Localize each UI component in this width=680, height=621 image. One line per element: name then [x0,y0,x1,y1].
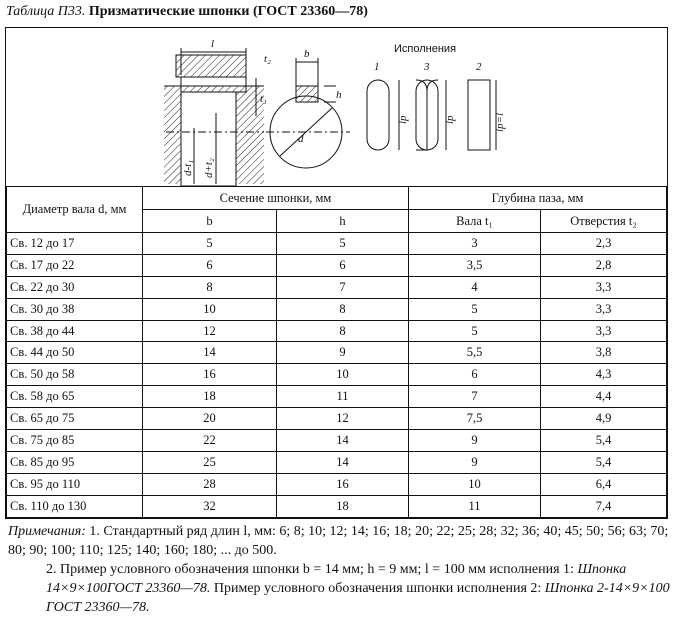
cell-h: 9 [277,342,409,364]
dim-lp-3: lp [444,115,456,124]
cell-b: 5 [143,233,277,255]
note-1-text: 1. Стандартный ряд длин l, мм: 6; 8; 10; 12; 14; 16; 18; 20; 22; 25; 28; 32; 36; 40; 45; 50; 56; 63; 70; 80; 90; 100; 110; 125; 140; 160; 180; ... до 500. [8,524,669,558]
note-2-text-c: Пример условного обозначения шпонки исполнения 2: [213,581,542,596]
cell-t1: 4 [409,276,541,298]
cell-t2: 3,8 [541,342,667,364]
cell-t1: 5,5 [409,342,541,364]
cell-b: 16 [143,364,277,386]
cell-b: 12 [143,320,277,342]
cell-diameter: Св. 65 до 75 [7,408,143,430]
cell-t2: 4,4 [541,386,667,408]
table-row [7,408,667,430]
cell-diameter: Св. 110 до 130 [7,495,143,517]
note-2-text-a: 2. Пример условного обозначения шпонки b = 14 мм; h = 9 мм; l = 100 мм исполнения 1: [46,562,574,577]
cell-diameter: Св. 58 до 65 [7,386,143,408]
dim-t2: t₂ [264,53,271,65]
header-section: Сечение шпонки, мм [143,187,409,210]
key-drawing [6,28,667,186]
cell-diameter: Св. 85 до 95 [7,451,143,473]
table-row [7,276,667,298]
cell-b: 20 [143,408,277,430]
cell-b: 18 [143,386,277,408]
cell-t1: 7 [409,386,541,408]
cell-t1: 6 [409,364,541,386]
cell-t1: 5 [409,298,541,320]
cell-t2: 7,4 [541,495,667,517]
table-row [7,233,667,255]
cell-diameter: Св. 50 до 58 [7,364,143,386]
notes [8,522,672,617]
dim-h: h [336,89,342,101]
cell-h: 14 [277,430,409,452]
cell-t2: 4,3 [541,364,667,386]
cell-t2: 3,3 [541,298,667,320]
cell-h: 18 [277,495,409,517]
cell-t1: 5 [409,320,541,342]
cell-h: 8 [277,320,409,342]
cell-h: 8 [277,298,409,320]
cell-h: 12 [277,408,409,430]
variant-shapes [367,80,496,150]
table-row [7,495,667,517]
variant-1-label: 1 [374,61,380,73]
cell-t2: 5,4 [541,451,667,473]
table-row [7,342,667,364]
cell-t1: 9 [409,430,541,452]
table-row [7,386,667,408]
cell-b: 6 [143,254,277,276]
table-frame [5,27,668,519]
cell-diameter: Св. 95 до 110 [7,473,143,495]
dim-lp-1: lp [397,115,409,124]
table-row [7,298,667,320]
cell-t2: 4,9 [541,408,667,430]
header-diameter: Диаметр вала d, мм [7,187,143,233]
variants-caption: Исполнения [394,43,457,55]
dim-t1: t₁ [260,93,267,105]
cell-diameter: Св. 22 до 30 [7,276,143,298]
cell-b: 25 [143,451,277,473]
header-depth: Глубина паза, мм [409,187,667,210]
cell-diameter: Св. 44 до 50 [7,342,143,364]
table-number: Таблица П33. [6,4,86,19]
table-row [7,451,667,473]
table-name: Призматические шпонки (ГОСТ 23360—78) [88,4,368,19]
cell-h: 16 [277,473,409,495]
dim-d-plus-t2: d+t₂ [203,158,215,178]
cell-h: 14 [277,451,409,473]
dim-d: d [298,133,304,145]
note-2-example-2: Шпонка 2-14×9×100 ГОСТ 23360—78. [46,581,670,615]
cell-diameter: Св. 30 до 38 [7,298,143,320]
cell-b: 8 [143,276,277,298]
dim-d-minus-t1: d-t₁ [182,159,194,176]
cell-t2: 3,3 [541,276,667,298]
cell-t2: 6,4 [541,473,667,495]
cell-b: 32 [143,495,277,517]
cell-t1: 10 [409,473,541,495]
cross-section [266,58,350,168]
cell-t2: 2,3 [541,233,667,255]
table-row [7,364,667,386]
note-2 [8,560,672,617]
cell-h: 11 [277,386,409,408]
header-shaft-depth: Вала t₁ [409,210,541,233]
note-1 [8,522,672,560]
table-row [7,473,667,495]
cell-h: 7 [277,276,409,298]
table-title [6,4,368,20]
cell-t1: 3,5 [409,254,541,276]
cell-t1: 7,5 [409,408,541,430]
header-b: b [143,210,277,233]
cell-diameter: Св. 17 до 22 [7,254,143,276]
cell-t2: 3,3 [541,320,667,342]
header-row-1 [7,187,667,210]
cell-t2: 2,8 [541,254,667,276]
cell-diameter: Св. 38 до 44 [7,320,143,342]
note-2-example-1: Шпонка 14×9×100ГОСТ 23360—78. [46,562,627,596]
header-hole-depth: Отверстия t₂ [541,210,667,233]
table-row [7,254,667,276]
cell-b: 14 [143,342,277,364]
variant-3-label: 3 [424,61,430,73]
cell-t1: 3 [409,233,541,255]
dim-l: l [211,38,215,50]
cell-b: 22 [143,430,277,452]
key-dimensions-table [6,186,667,518]
cell-b: 28 [143,473,277,495]
cell-diameter: Св. 12 до 17 [7,233,143,255]
cell-t1: 9 [409,451,541,473]
table-row [7,430,667,452]
cell-diameter: Св. 75 до 85 [7,430,143,452]
cell-t2: 5,4 [541,430,667,452]
cell-h: 6 [277,254,409,276]
cell-t1: 11 [409,495,541,517]
dim-b: b [304,48,310,60]
header-h: h [277,210,409,233]
notes-label: Примечания: [8,524,86,539]
cell-b: 10 [143,298,277,320]
table-row [7,320,667,342]
cell-h: 5 [277,233,409,255]
cell-h: 10 [277,364,409,386]
dim-lp-2: lp=l [494,112,506,132]
variant-2-label: 2 [476,61,482,73]
